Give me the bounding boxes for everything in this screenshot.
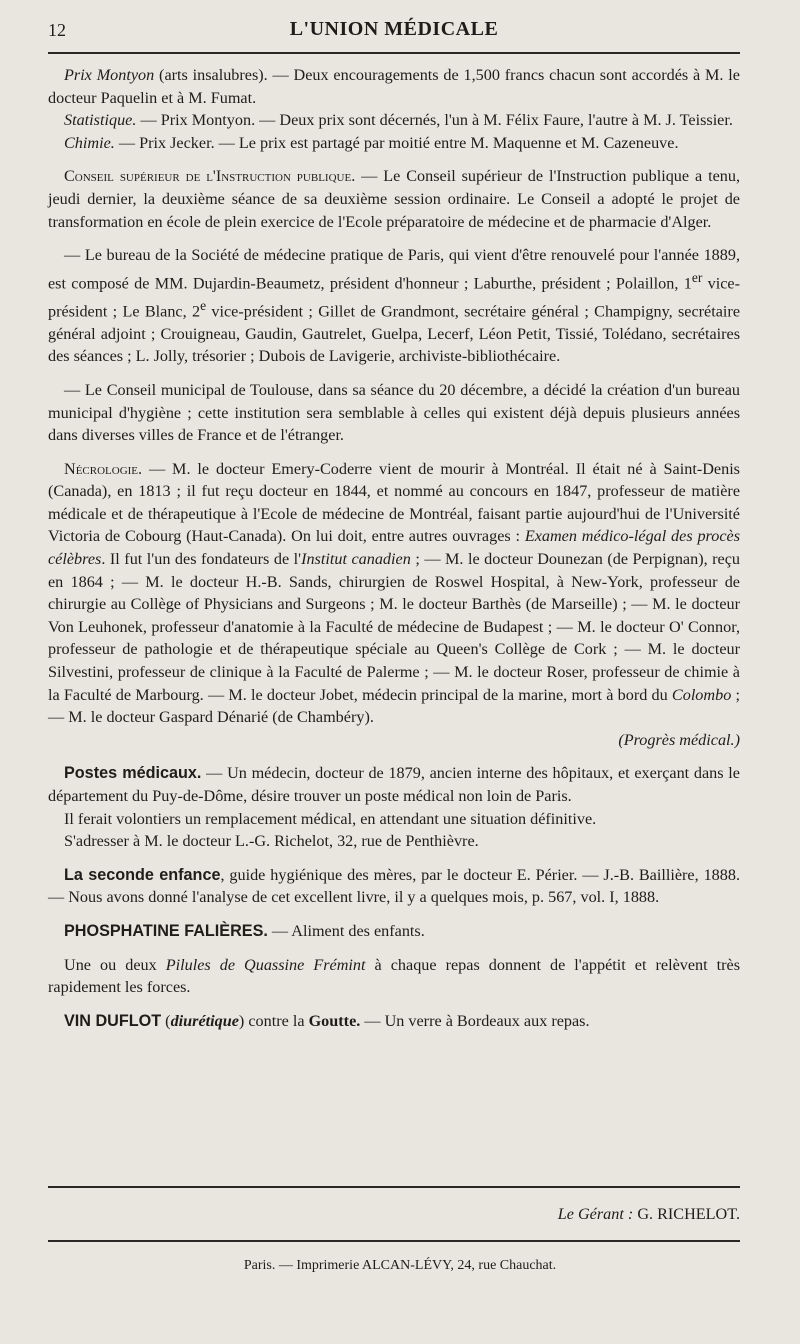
page-header	[48, 18, 740, 46]
postes-line-3: S'adresser à M. le docteur L.-G. Richelot, 32, rue de Penthièvre.	[64, 832, 479, 851]
footer-rule-bottom	[48, 1240, 740, 1242]
pilules-name: Pilules de Quassine Frémint	[165, 955, 366, 974]
conseil-superieur-label: Conseil supérieur de l'Instruction publique.	[64, 167, 356, 186]
enfance-label: La seconde enfance	[64, 865, 221, 884]
necrologie-label: Nécrologie.	[64, 459, 143, 478]
goutte-label: Goutte.	[308, 1011, 361, 1030]
chimie-label: Chimie.	[64, 133, 115, 152]
work-title: Examen médico-légal des procès célèbres	[48, 527, 740, 569]
conseil-superieur-paragraph: Conseil supérieur de l'Instruction publique. — Le Conseil supérieur de l'Instruction publique a tenu, jeudi dernier, la deuxième séance de sa deuxième session ordinaire. Le Conseil a adopté le projet de transformation en école de plein exercice de l'Ecole préparatoire de médecine et de pharmacie d'Alger.	[48, 167, 740, 231]
chimie-paragraph: Chimie. — Prix Jecker. — Le prix est partagé par moitié entre M. Maquenne et M. Cazeneuve.	[64, 133, 679, 152]
prix-montyon-label: Prix Montyon	[64, 66, 155, 84]
footer-rule-top	[48, 1186, 740, 1188]
postes-label: Postes médicaux.	[64, 764, 202, 783]
postes-paragraph: Postes médicaux. — Un médecin, docteur de 1879, ancien interne des hôpitaux, et exerçant dans le département du Puy-de-Dôme, désire trouver un poste médical non loin de Paris.	[48, 764, 740, 805]
statistique-label: Statistique.	[64, 111, 137, 130]
journal-title: L'UNION MÉDICALE	[289, 18, 499, 40]
enfance-ad: La seconde enfance, guide hygiénique des mères, par le docteur E. Périer. — J.-B. Baillière, 1888. — Nous avons donné l'analyse de cet excellent livre, il y a quelques mois, p. 567, vol. I, 1888.	[48, 865, 740, 907]
societe-paragraph: — Le bureau de la Société de médecine pratique de Paris, qui vient d'être renouvelé pour l'année 1889, est composé de MM. Dujardin-Beaumetz, président d'honneur ; Laburthe, président ; Polaillon, 1er vice-président ; Le Blanc, 2e vice-président ; Gillet de Grandmont, secrétaire général ; Champigny, secrétaire général adjoint ; Crouigneau, Gaudin, Gautrelet, Guelpa, Lecerf, Léon Petit, Tissié, Tolédano, secrétaires des séances ; L. Jolly, trésorier ; Dubois de Lavigerie, archiviste-bibliothécaire.	[48, 246, 740, 366]
necrologie-paragraph: Nécrologie. — M. le docteur Emery-Coderre vient de mourir à Montréal. Il était né à Saint-Denis (Canada), en 1813 ; il fut reçu docteur en 1844, et nommé au concours en 1847, professeur de matière médicale et de thérapeutique à l'Ecole de médecine de Montréal, faisant partie aujourd'hui de l'Université Victoria de Cobourg (Haut-Canada). On lui doit, entre autres ouvrages : Examen médico-légal des procès célèbres. Il fut l'un des fondateurs de l'Institut canadien ; — M. le docteur Dounezan (de Perpignan), reçu en 1864 ; — M. le docteur H.-B. Sands, chirurgien de Roswel Hospital, à New-York, professeur de chirurgie au Collège of Physicians and Surgeons ; M. le docteur Barthès (de Marseille) ; — M. le docteur Von Leuhonek, professeur d'anatomie à la Faculté de médecine de Budapest ; — M. le docteur O' Connor, professeur de pathologie et de thérapeutique spéciale au Queen's Collège de Cork ; — M. le docteur Silvestini, professeur de clinique à la Faculté de Palerme ; — M. le docteur Roser, professeur de chimie à la Faculté de Marbourg. — M. le docteur Jobet, médecin principal de la marine, mort à bord du Colombo ; — M. le docteur Gaspard Dénarié (de Chambéry).	[48, 459, 741, 727]
phosphatine-ad: PHOSPHATINE FALIÈRES. — Aliment des enfants.	[64, 921, 425, 940]
header-rule	[48, 52, 740, 54]
toulouse-paragraph: — Le Conseil municipal de Toulouse, dans sa séance du 20 décembre, a décidé la création d'un bureau municipal d'hygiène ; cette institution sera semblable à celles qui existent déjà depuis plusieurs années dans diverses villes de France et de l'étranger.	[48, 380, 740, 445]
postes-line-2: Il ferait volontiers un remplacement médical, en attendant une situation définitive.	[64, 809, 597, 828]
printer-imprint: Paris. — Imprimerie ALCAN-LÉVY, 24, rue Chauchat.	[243, 1258, 557, 1273]
page-number: 12	[48, 20, 66, 40]
ship-name: Colombo	[671, 685, 732, 704]
phosphatine-label: PHOSPHATINE FALIÈRES.	[64, 921, 268, 940]
article-body	[48, 64, 740, 1032]
prix-montyon-paragraph: Prix Montyon (arts insalubres). — Deux encouragements de 1,500 francs chacun sont accordés à M. le docteur Paquelin et à M. Fumat.	[48, 66, 740, 107]
duflot-ad: VIN DUFLOT (diurétique) contre la Goutte. — Un verre à Bordeaux aux repas.	[64, 1011, 590, 1030]
necrologie-source: (Progrès médical.)	[618, 730, 740, 749]
pilules-ad: Une ou deux Pilules de Quassine Frémint à chaque repas donnent de l'appétit et relèvent très rapidement les forces.	[48, 955, 741, 997]
gerant-name: G. RICHELOT.	[637, 1205, 740, 1223]
gerant-line: Le Gérant : G. RICHELOT.	[557, 1205, 740, 1223]
statistique-paragraph: Statistique. — Prix Montyon. — Deux prix sont décernés, l'un à M. Félix Faure, l'autre à M. J. Teissier.	[64, 111, 733, 130]
institut-name: Institut canadien	[301, 550, 411, 569]
duflot-label: VIN DUFLOT	[64, 1011, 162, 1030]
